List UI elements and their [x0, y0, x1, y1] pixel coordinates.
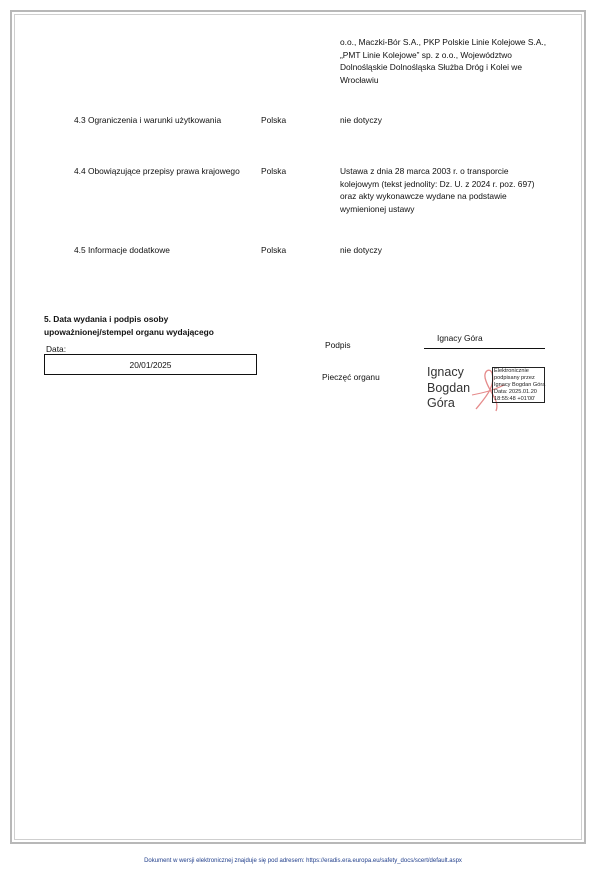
- continuation-text: o.o., Maczki-Bór S.A., PKP Polskie Linie Kolejowe S.A., „PMT Linie Kolejowe” sp. z o.o., Województwo Dolnośląskie Dolnośląska Służba Dróg i Kolei we Wrocławiu: [340, 37, 547, 85]
- section-5-heading: 5. Data wydania i podpis osoby upoważnionej/stempel organu wydającego: [44, 314, 214, 337]
- page-inner-border: [14, 14, 582, 840]
- stamp-label: Pieczęć organu: [322, 372, 380, 382]
- row-4-5-value: nie dotyczy: [340, 245, 382, 255]
- row-4-4-label: 4.4 Obowiązujące przepisy prawa krajowego: [74, 166, 240, 176]
- e-signature-details: Elektronicznie podpisany przez Ignacy Bogdan Góra Data: 2025.01.20 18:55:48 +01'00': [494, 368, 546, 402]
- row-4-3-value: nie dotyczy: [340, 115, 382, 125]
- date-label: Data:: [46, 344, 67, 354]
- e-signature-name: Ignacy Bogdan Góra: [427, 365, 471, 410]
- signer-name: Ignacy Góra: [437, 333, 483, 343]
- date-field: 20/01/2025: [44, 354, 257, 375]
- signature-label: Podpis: [325, 340, 351, 350]
- signature-line: [424, 348, 545, 349]
- row-4-3-country: Polska: [261, 115, 287, 125]
- footer-url-text: Dokument w wersji elektronicznej znajduje się pod adresem: https://eradis.era.europa.eu/safety_docs/scert/default.aspx: [144, 858, 462, 864]
- row-4-5-country: Polska: [261, 245, 287, 255]
- row-4-4-value: Ustawa z dnia 28 marca 2003 r. o transporcie kolejowym (tekst jednolity: Dz. U. z 2024 r. poz. 697) oraz akty wykonawcze wydane na podstawie wymienionej ustawy: [340, 166, 535, 214]
- row-4-5-label: 4.5 Informacje dodatkowe: [74, 245, 170, 255]
- row-4-4-country: Polska: [261, 166, 287, 176]
- row-4-3-label: 4.3 Ograniczenia i warunki użytkowania: [74, 115, 222, 125]
